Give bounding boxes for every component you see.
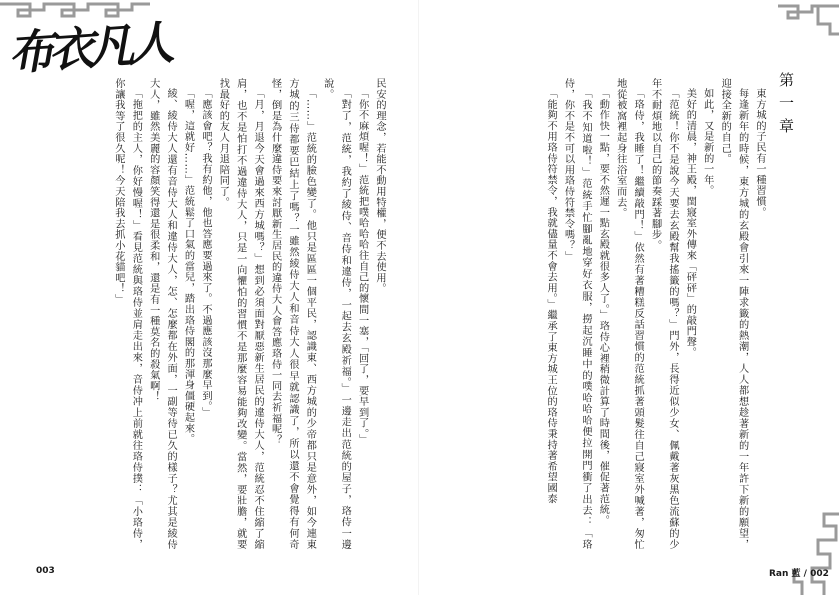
paragraph: 每逢新年的時候，東方城的玄殿會引來一陣求籤的熱潮，人人都想趁著新的一年許下新的願望，迎接全新的自己。	[719, 78, 748, 550]
paragraph: 「對了，范統，我約了綾侍、音侍和違侍，一起去玄殿祈福。」一邊走出范統的屋子，珞侍一邊說。	[321, 78, 351, 550]
paragraph: 東方城的子民有一種習慣。	[754, 88, 765, 218]
paragraph: 「范統！你不是說今天要去玄殿幫我搖籤的嗎？」門外，長得近似少女、佩戴著灰黑色流蘇的少年不耐煩地以自己的節奏踩著腳步。	[649, 78, 678, 550]
paragraph: 「應該會吧？我有約他，他也答應要過來了。不過應該沒那麼早到。」	[199, 88, 211, 418]
page-number-left: 003	[36, 566, 55, 576]
paragraph: 「珞侍，我睡了！繼續敲門！」依然有著糟糕反話習慣的范統抓著頭髮往自己寢室外喊著，匆忙地從被窩裡起身往浴室而去。	[614, 78, 644, 550]
paragraph: 「喔，這就好……」范統鬆了口氣的當兒，踏出珞侍閣的那渾身僵硬起來。	[182, 88, 194, 445]
paragraph: 綾、綾侍大人還有音侍大人和違侍大人，怎、怎麼都在外面，一副等待已久的樣子？尤其是綾侍大人，雖然美麗的容顏笑得還是很柔和，還是有一種莫名的殺氣啊！	[147, 78, 177, 550]
page-gutter	[418, 0, 419, 595]
paragraph: 如此，又是新的一年。	[701, 88, 713, 197]
left-page-text	[56, 78, 388, 550]
chapter-heading: 第一章	[777, 72, 795, 141]
paragraph: 美好的清晨，神王殿，閨寢室外傳來「砰砰」的敲門聲。	[684, 88, 696, 359]
right-page-text	[438, 78, 768, 550]
paragraph: 「能夠不用珞侍符禁令，我就儘量不會去用。」繼承了東方城王位的珞侍秉持著希望國泰	[545, 88, 557, 505]
paragraph: 「我不知道啦！」范統手忙腳亂地穿好衣服，撈起沉睡中的噗哈哈哈便拉開門衝了出去：「珞侍，你不是不可以用珞侍符禁令嗎？」	[562, 78, 591, 550]
book-title-logo: 布衣凡人	[6, 15, 170, 81]
paragraph: 「你不麻煩喔！」范統把噗哈哈哈往自己的懷間一塞，「回了，要早到了。」	[356, 88, 368, 446]
paragraph: 民安的理念，若能不動用特權，便不去使用。	[374, 78, 385, 294]
paragraph: 「動作快一點，要不然遲一點玄殿就很多人了。」珞侍心裡稍微計算了時間後，催促著范統。	[597, 88, 609, 526]
lattice-border-top-right	[778, 0, 839, 40]
lattice-border-bottom-right	[790, 510, 839, 595]
page-number-right: Ran 藍 / 002	[769, 569, 829, 579]
paragraph: 「拖把的主人，你好慢喔！」看見范統與珞侍並肩走出來，音侍冲上前就往珞侍撲：「小珞侍，你讓我等了很久呢！今天陪我去抓小花貓吧！」	[112, 78, 142, 550]
paragraph: 「……」范統的臉色變了。他只是區區一個平民，認識東、西方城的少帝都只是意外，如今連東方城的三侍都要巴結上了嗎？一雖然綾侍大人和音侍大人很早就認識了，所以還不會覺得有何奇怪，倒是為什麼違侍要來討厭新生居民的違侍大人會答應珞侍一同去祈福呢？	[269, 78, 316, 550]
paragraph: 「月，月退今天會過來西方城嗎？」想到必須面對厭惡新生居民的違侍大人，范統忍不住縮了縮肩，也不是怕打不過違侍大人，只是一向懼怕的習慣不是那麼容易能夠改變。當然，要壯膽，就要找最好的友人月退陪同了。	[217, 78, 264, 550]
